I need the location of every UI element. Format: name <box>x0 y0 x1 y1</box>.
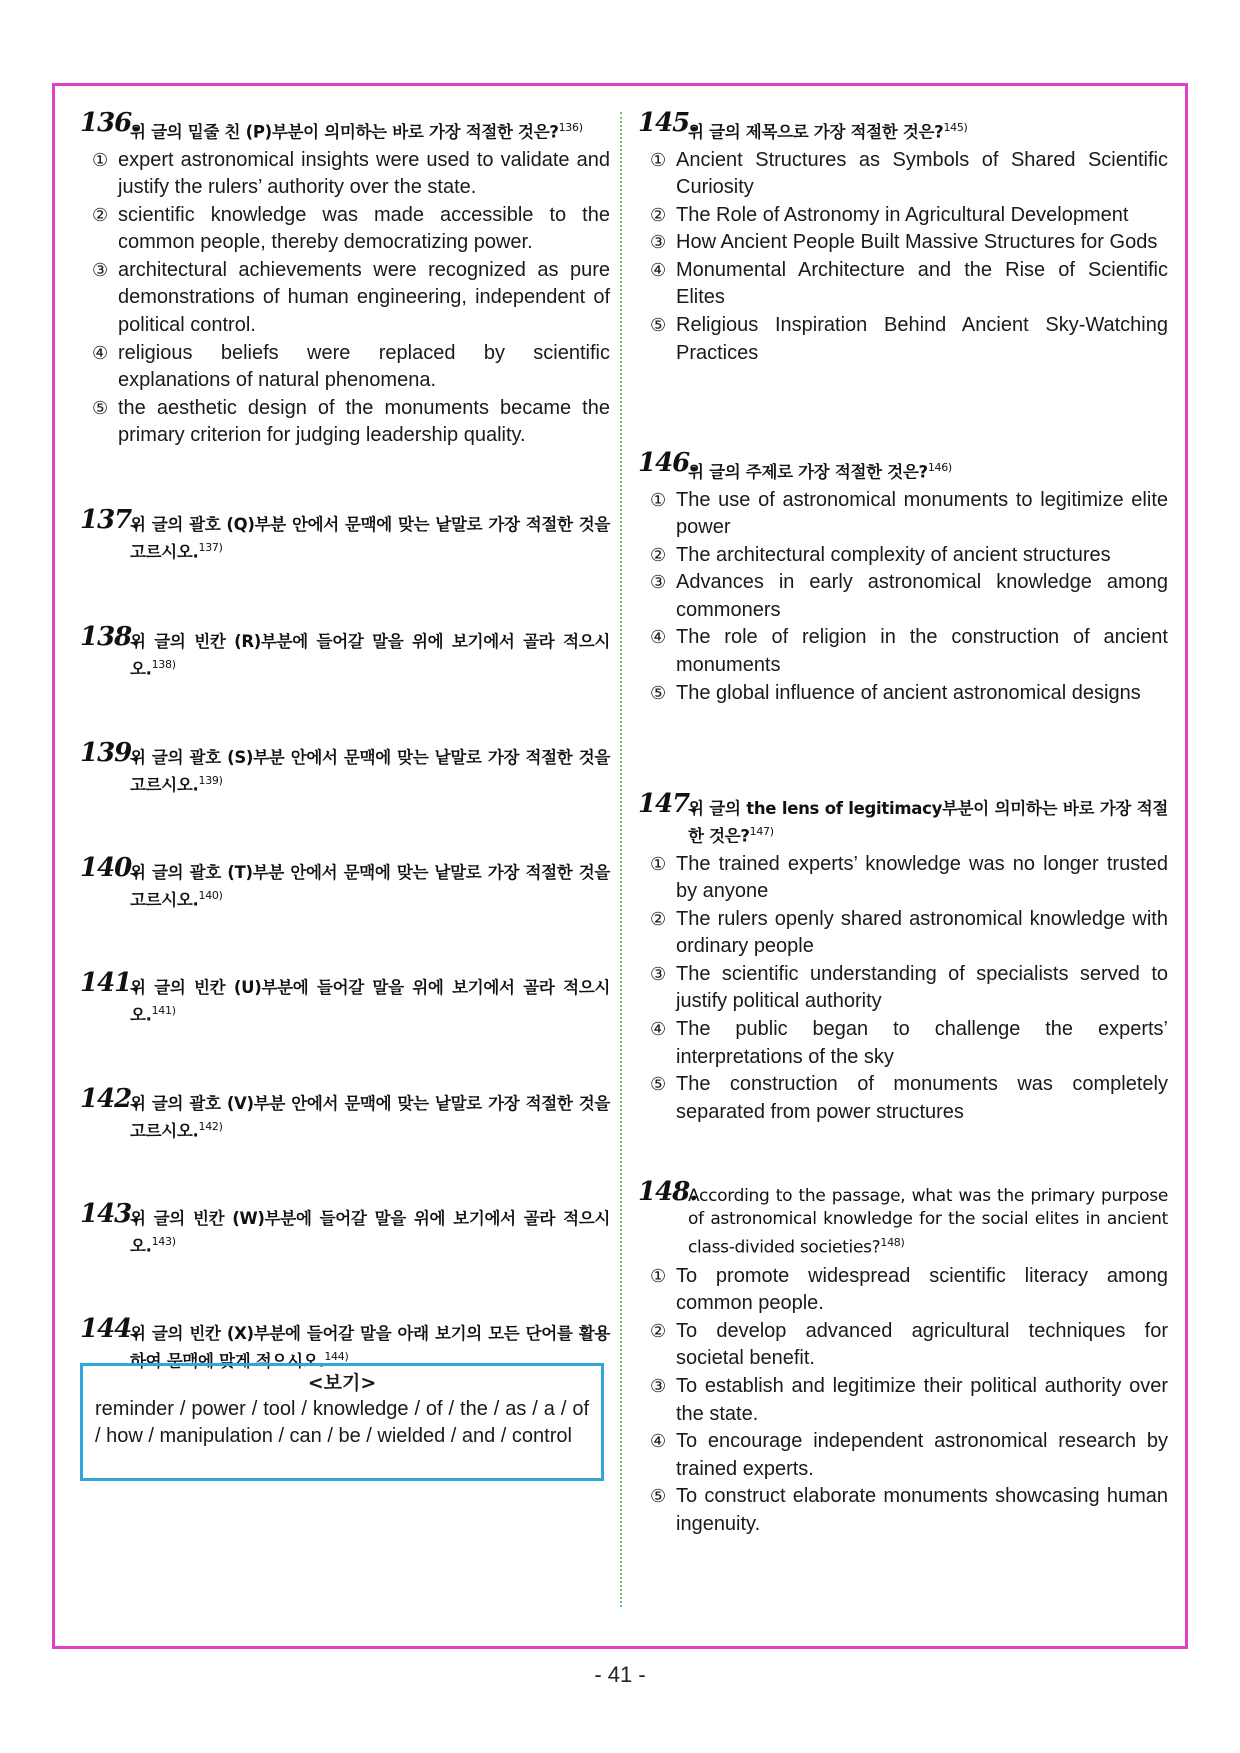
option-number: ② <box>650 1320 667 1342</box>
answer-option[interactable] <box>638 1318 1168 1373</box>
option-text: To encourage independent astronomical research by trained experts. <box>676 1430 1168 1480</box>
page-number: - 41 - <box>594 1662 646 1687</box>
option-number: ⑤ <box>650 315 667 337</box>
answer-option[interactable] <box>638 569 1168 624</box>
option-text: The Role of Astronomy in Agricultural Development <box>676 203 1129 226</box>
question-prompt: 위 글의 밑줄 친 (P)부분이 의미하는 바로 가장 적절한 것은? <box>130 122 559 142</box>
option-text: The architectural complexity of ancient structures <box>676 543 1111 566</box>
answer-option[interactable] <box>638 1263 1168 1318</box>
option-number: ① <box>92 149 109 171</box>
option-number: ④ <box>650 1431 667 1453</box>
word-bank-words: reminder / power / tool / knowledge / of / the / as / a / of / how / manipulation / can / be / wielded / and / control <box>95 1398 589 1447</box>
question-number: 147. <box>638 789 698 819</box>
question-prompt: 위 글의 빈칸 (U)부분에 들어갈 말을 위에 보기에서 골라 적으시오. <box>130 978 610 1025</box>
answer-option[interactable] <box>638 202 1168 230</box>
answer-option[interactable] <box>638 147 1168 202</box>
question-137 <box>80 505 610 564</box>
answer-option[interactable] <box>638 624 1168 679</box>
footnote-ref: 145) <box>943 121 968 134</box>
option-number: ② <box>650 908 667 930</box>
question-prompt: 위 글의 괄호 (V)부분 안에서 문맥에 맞는 낱말로 가장 적절한 것을 고르시오. <box>130 1094 610 1141</box>
option-number: ⑤ <box>92 397 109 419</box>
question-prompt: According to the passage, what was the primary purpose of astronomical knowledge for the social elites in ancient class-divided societies? <box>688 1186 1168 1258</box>
question-number: 138. <box>80 622 140 652</box>
answer-option[interactable] <box>638 487 1168 542</box>
question-prompt: 위 글의 빈칸 (R)부분에 들어갈 말을 위에 보기에서 골라 적으시오. <box>130 632 610 679</box>
question-number: 137. <box>80 505 140 535</box>
option-number: ① <box>650 489 667 511</box>
option-number: ② <box>92 204 109 226</box>
option-number: ③ <box>650 1376 667 1398</box>
option-text: Monumental Architecture and the Rise of Scientific Elites <box>676 258 1168 309</box>
option-number: ③ <box>650 572 667 594</box>
footnote-ref: 142) <box>198 1120 223 1133</box>
option-number: ③ <box>650 232 667 254</box>
option-number: ② <box>650 204 667 226</box>
footnote-ref: 141) <box>151 1004 176 1017</box>
question-number: 143. <box>80 1199 140 1229</box>
question-prompt: 위 글의 빈칸 (X)부분에 들어갈 말을 아래 보기의 모든 단어를 활용하여 문맥에 맞게 적으시오. <box>130 1324 610 1371</box>
question-142 <box>80 1084 610 1143</box>
question-number: 144. <box>80 1314 140 1344</box>
footnote-ref: 148) <box>880 1236 905 1249</box>
option-text: Religious Inspiration Behind Ancient Sky-Watching Practices <box>676 314 1168 364</box>
footnote-ref: 146) <box>927 461 952 474</box>
question-prompt: 위 글의 빈칸 (W)부분에 들어갈 말을 위에 보기에서 골라 적으시오. <box>130 1209 610 1256</box>
question-prompt: 위 글의 괄호 (Q)부분 안에서 문맥에 맞는 낱말로 가장 적절한 것을 고르시오. <box>130 515 610 562</box>
answer-option[interactable] <box>638 1428 1168 1483</box>
footnote-ref: 137) <box>198 541 223 554</box>
answer-option[interactable] <box>638 1483 1168 1538</box>
question-147 <box>638 789 1168 1126</box>
question-139 <box>80 738 610 797</box>
option-text: expert astronomical insights were used to validate and justify the rulers’ authority over the state. <box>118 148 610 199</box>
answer-option[interactable] <box>638 906 1168 961</box>
option-text: the aesthetic design of the monuments became the primary criterion for judging leadership quality. <box>118 396 610 447</box>
word-bank-title: <보기> <box>307 1372 377 1394</box>
question-prompt: 위 글의 주제로 가장 적절한 것은? <box>688 462 928 482</box>
answer-option[interactable] <box>638 1373 1168 1428</box>
question-number: 140. <box>80 853 140 883</box>
option-text: How Ancient People Built Massive Structures for Gods <box>676 231 1158 254</box>
option-number: ① <box>650 149 667 171</box>
option-number: ④ <box>650 259 667 281</box>
question-number: 139. <box>80 738 140 768</box>
option-number: ① <box>650 1265 667 1287</box>
question-143 <box>80 1199 610 1258</box>
answer-option[interactable] <box>80 147 610 202</box>
option-text: religious beliefs were replaced by scientific explanations of natural phenomena. <box>118 341 610 392</box>
option-text: To promote widespread scientific literacy among common people. <box>676 1264 1168 1315</box>
option-text: The global influence of ancient astronomical designs <box>676 681 1141 704</box>
option-text: Advances in early astronomical knowledge among commoners <box>676 571 1168 621</box>
option-number: ⑤ <box>650 682 667 704</box>
option-text: Ancient Structures as Symbols of Shared Scientific Curiosity <box>676 148 1168 199</box>
question-140 <box>80 853 610 912</box>
option-number: ④ <box>650 1019 667 1041</box>
question-prompt: 위 글의 괄호 (T)부분 안에서 문맥에 맞는 낱말로 가장 적절한 것을 고르시오. <box>130 863 610 910</box>
question-141 <box>80 968 610 1027</box>
option-text: The role of religion in the construction of ancient monuments <box>676 626 1168 677</box>
option-text: scientific knowledge was made accessible to the common people, thereby democratizing power. <box>118 203 610 254</box>
option-number: ④ <box>650 627 667 649</box>
question-146 <box>638 448 1168 707</box>
column-divider <box>620 112 622 1607</box>
answer-option[interactable] <box>638 312 1168 367</box>
option-text: The trained experts’ knowledge was no longer trusted by anyone <box>676 852 1168 903</box>
question-number: 145. <box>638 108 698 138</box>
footnote-ref: 139) <box>198 774 223 787</box>
option-text: The construction of monuments was completely separated from power structures <box>676 1073 1168 1123</box>
option-number: ③ <box>92 259 109 281</box>
answer-option[interactable] <box>638 229 1168 257</box>
question-number: 136. <box>80 108 140 138</box>
option-text: The public began to challenge the experts’ interpretations of the sky <box>676 1018 1168 1068</box>
option-text: The rulers openly shared astronomical knowledge with ordinary people <box>676 907 1168 958</box>
question-138 <box>80 622 610 681</box>
question-number: 146. <box>638 448 698 478</box>
footnote-ref: 143) <box>151 1235 176 1248</box>
footnote-ref: 144) <box>324 1350 349 1363</box>
option-text: To establish and legitimize their political authority over the state. <box>676 1375 1168 1425</box>
answer-option[interactable] <box>80 257 610 340</box>
answer-option[interactable] <box>80 340 610 395</box>
question-prompt: 위 글의 괄호 (S)부분 안에서 문맥에 맞는 낱말로 가장 적절한 것을 고르시오. <box>130 748 610 795</box>
option-text: architectural achievements were recognized as pure demonstrations of human engineering, independent of political control. <box>118 258 610 337</box>
answer-option[interactable] <box>638 1071 1168 1126</box>
answer-option[interactable] <box>638 680 1168 708</box>
answer-option[interactable] <box>638 961 1168 1016</box>
footnote-ref: 140) <box>198 889 223 902</box>
answer-option[interactable] <box>638 257 1168 312</box>
question-number: 148. <box>638 1177 698 1207</box>
option-number: ③ <box>650 963 667 985</box>
question-145 <box>638 108 1168 367</box>
question-prompt: 위 글의 the lens of legitimacy부분이 의미하는 바로 가장 적절한 것은? <box>688 799 1168 846</box>
option-number: ④ <box>92 342 109 364</box>
answer-option[interactable] <box>80 395 610 450</box>
question-number: 141. <box>80 968 140 998</box>
question-prompt: 위 글의 제목으로 가장 적절한 것은? <box>688 122 944 142</box>
option-number: ② <box>650 544 667 566</box>
footnote-ref: 136) <box>558 121 583 134</box>
question-number: 142. <box>80 1084 140 1114</box>
option-text: To develop advanced agricultural techniques for societal benefit. <box>676 1319 1168 1370</box>
option-text: The scientific understanding of specialists served to justify political authority <box>676 962 1168 1013</box>
option-text: To construct elaborate monuments showcasing human ingenuity. <box>676 1485 1168 1535</box>
footnote-ref: 147) <box>749 825 774 838</box>
option-number: ① <box>650 853 667 875</box>
option-text: The use of astronomical monuments to legitimize elite power <box>676 488 1168 539</box>
question-136 <box>80 108 610 450</box>
answer-option[interactable] <box>80 202 610 257</box>
footnote-ref: 138) <box>151 658 176 671</box>
answer-option[interactable] <box>638 542 1168 570</box>
question-148 <box>638 1177 1168 1539</box>
option-number: ⑤ <box>650 1486 667 1508</box>
answer-option[interactable] <box>638 1016 1168 1071</box>
option-number: ⑤ <box>650 1074 667 1096</box>
answer-option[interactable] <box>638 851 1168 906</box>
word-bank-box <box>80 1363 604 1481</box>
